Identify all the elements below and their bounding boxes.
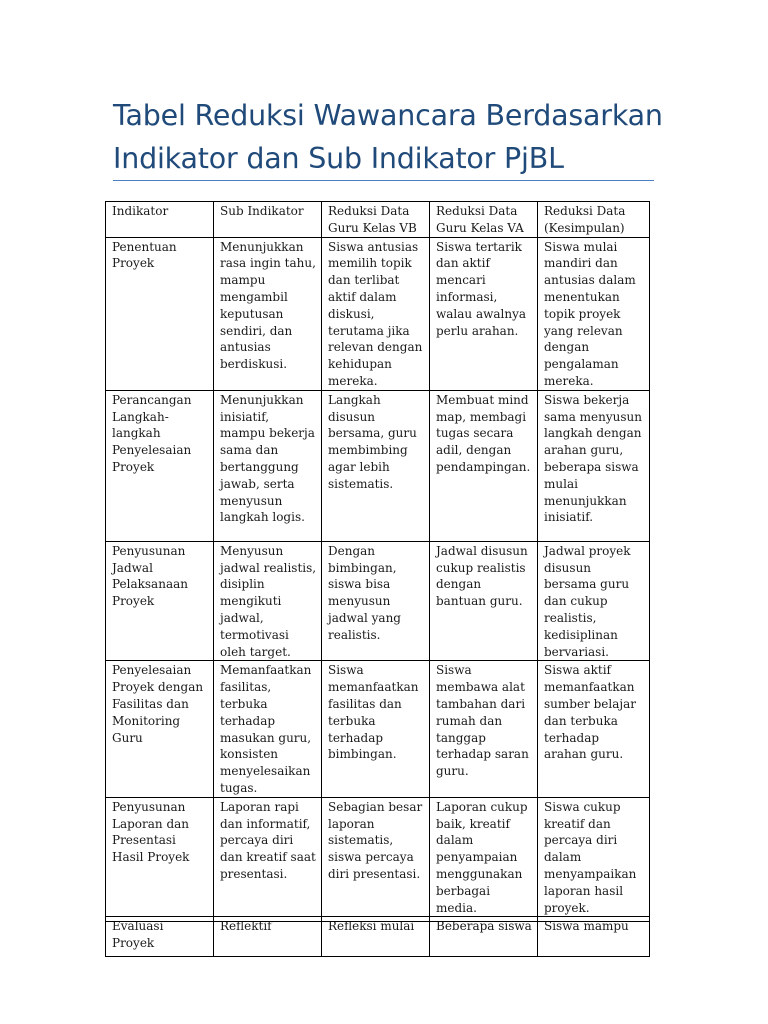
cell-kesimpulan: Siswa mampu (538, 917, 650, 957)
table-row (106, 797, 650, 917)
cell-reduksi-va: Jadwal disusun cukup realistis dengan bantuan guru. (430, 541, 538, 661)
cell-kesimpulan: Siswa cukup kreatif dan percaya diri dalam menyampaikan laporan hasil proyek. (538, 797, 650, 917)
header-reduksi-vb: Reduksi Data Guru Kelas VB (322, 202, 430, 238)
table-row (106, 237, 650, 390)
cell-kesimpulan: Siswa mulai mandiri dan antusias dalam menentukan topik proyek yang relevan dengan pengalaman mereka. (538, 237, 650, 390)
cell-sub-indikator: Laporan rapi dan informatif, percaya diri dan kreatif saat presentasi. (214, 797, 322, 917)
cell-sub-indikator: Reflektif (214, 917, 322, 957)
cell-reduksi-vb: Dengan bimbingan, siswa bisa menyusun jadwal yang realistis. (322, 541, 430, 661)
cell-kesimpulan: Siswa aktif memanfaatkan sumber belajar dan terbuka terhadap arahan guru. (538, 661, 650, 797)
cell-sub-indikator: Menyusun jadwal realistis, disiplin mengikuti jadwal, termotivasi oleh target. (214, 541, 322, 661)
cell-sub-indikator: Menunjukkan inisiatif, mampu bekerja sama dan bertanggung jawab, serta menyusun langkah logis. (214, 390, 322, 541)
header-indikator: Indikator (106, 202, 214, 238)
table-viewport (100, 201, 660, 951)
table-row (106, 661, 650, 797)
cell-sub-indikator: Menunjukkan rasa ingin tahu, mampu mengambil keputusan sendiri, dan antusias berdiskusi. (214, 237, 322, 390)
table-row (106, 541, 650, 661)
cell-indikator: Penentuan Proyek (106, 237, 214, 390)
cell-reduksi-va: Siswa membawa alat tambahan dari rumah dan tanggap terhadap saran guru. (430, 661, 538, 797)
cell-reduksi-vb: Sebagian besar laporan sistematis, siswa percaya diri presentasi. (322, 797, 430, 917)
cell-reduksi-va: Beberapa siswa (430, 917, 538, 957)
cell-reduksi-va: Membuat mind map, membagi tugas secara adil, dengan pendampingan. (430, 390, 538, 541)
table-header-row (106, 202, 650, 238)
cell-indikator: Perancangan Langkah-langkah Penyelesaian Proyek (106, 390, 214, 541)
header-sub-indikator: Sub Indikator (214, 202, 322, 238)
cell-reduksi-vb: Refleksi mulai (322, 917, 430, 957)
document-title (113, 94, 673, 180)
cell-indikator: Penyusunan Laporan dan Presentasi Hasil Proyek (106, 797, 214, 917)
table-page-cut-line (105, 921, 649, 922)
cell-indikator: Penyusunan Jadwal Pelaksanaan Proyek (106, 541, 214, 661)
cell-indikator: Evaluasi Proyek (106, 917, 214, 957)
title-line-2: Indikator dan Sub Indikator PjBL (113, 142, 564, 175)
cell-reduksi-va: Siswa tertarik dan aktif mencari informasi, walau awalnya perlu arahan. (430, 237, 538, 390)
cell-reduksi-vb: Langkah disusun bersama, guru membimbing agar lebih sistematis. (322, 390, 430, 541)
title-underline (113, 180, 654, 181)
header-reduksi-va: Reduksi Data Guru Kelas VA (430, 202, 538, 238)
cell-reduksi-vb: Siswa antusias memilih topik dan terlibat aktif dalam diskusi, terutama jika relevan dengan kehidupan mereka. (322, 237, 430, 390)
header-kesimpulan: Reduksi Data (Kesimpulan) (538, 202, 650, 238)
reduksi-table (105, 201, 650, 957)
title-line-1: Tabel Reduksi Wawancara Berdasarkan (113, 99, 663, 132)
cell-kesimpulan: Siswa bekerja sama menyusun langkah dengan arahan guru, beberapa siswa mulai menunjukkan inisiatif. (538, 390, 650, 541)
cell-reduksi-vb: Siswa memanfaatkan fasilitas dan terbuka terhadap bimbingan. (322, 661, 430, 797)
cell-sub-indikator: Memanfaatkan fasilitas, terbuka terhadap masukan guru, konsisten menyelesaikan tugas. (214, 661, 322, 797)
cell-kesimpulan: Jadwal proyek disusun bersama guru dan cukup realistis, kedisiplinan bervariasi. (538, 541, 650, 661)
table-row (106, 917, 650, 957)
table-row (106, 390, 650, 541)
cell-reduksi-va: Laporan cukup baik, kreatif dalam penyampaian menggunakan berbagai media. (430, 797, 538, 917)
cell-indikator: Penyelesaian Proyek dengan Fasilitas dan Monitoring Guru (106, 661, 214, 797)
